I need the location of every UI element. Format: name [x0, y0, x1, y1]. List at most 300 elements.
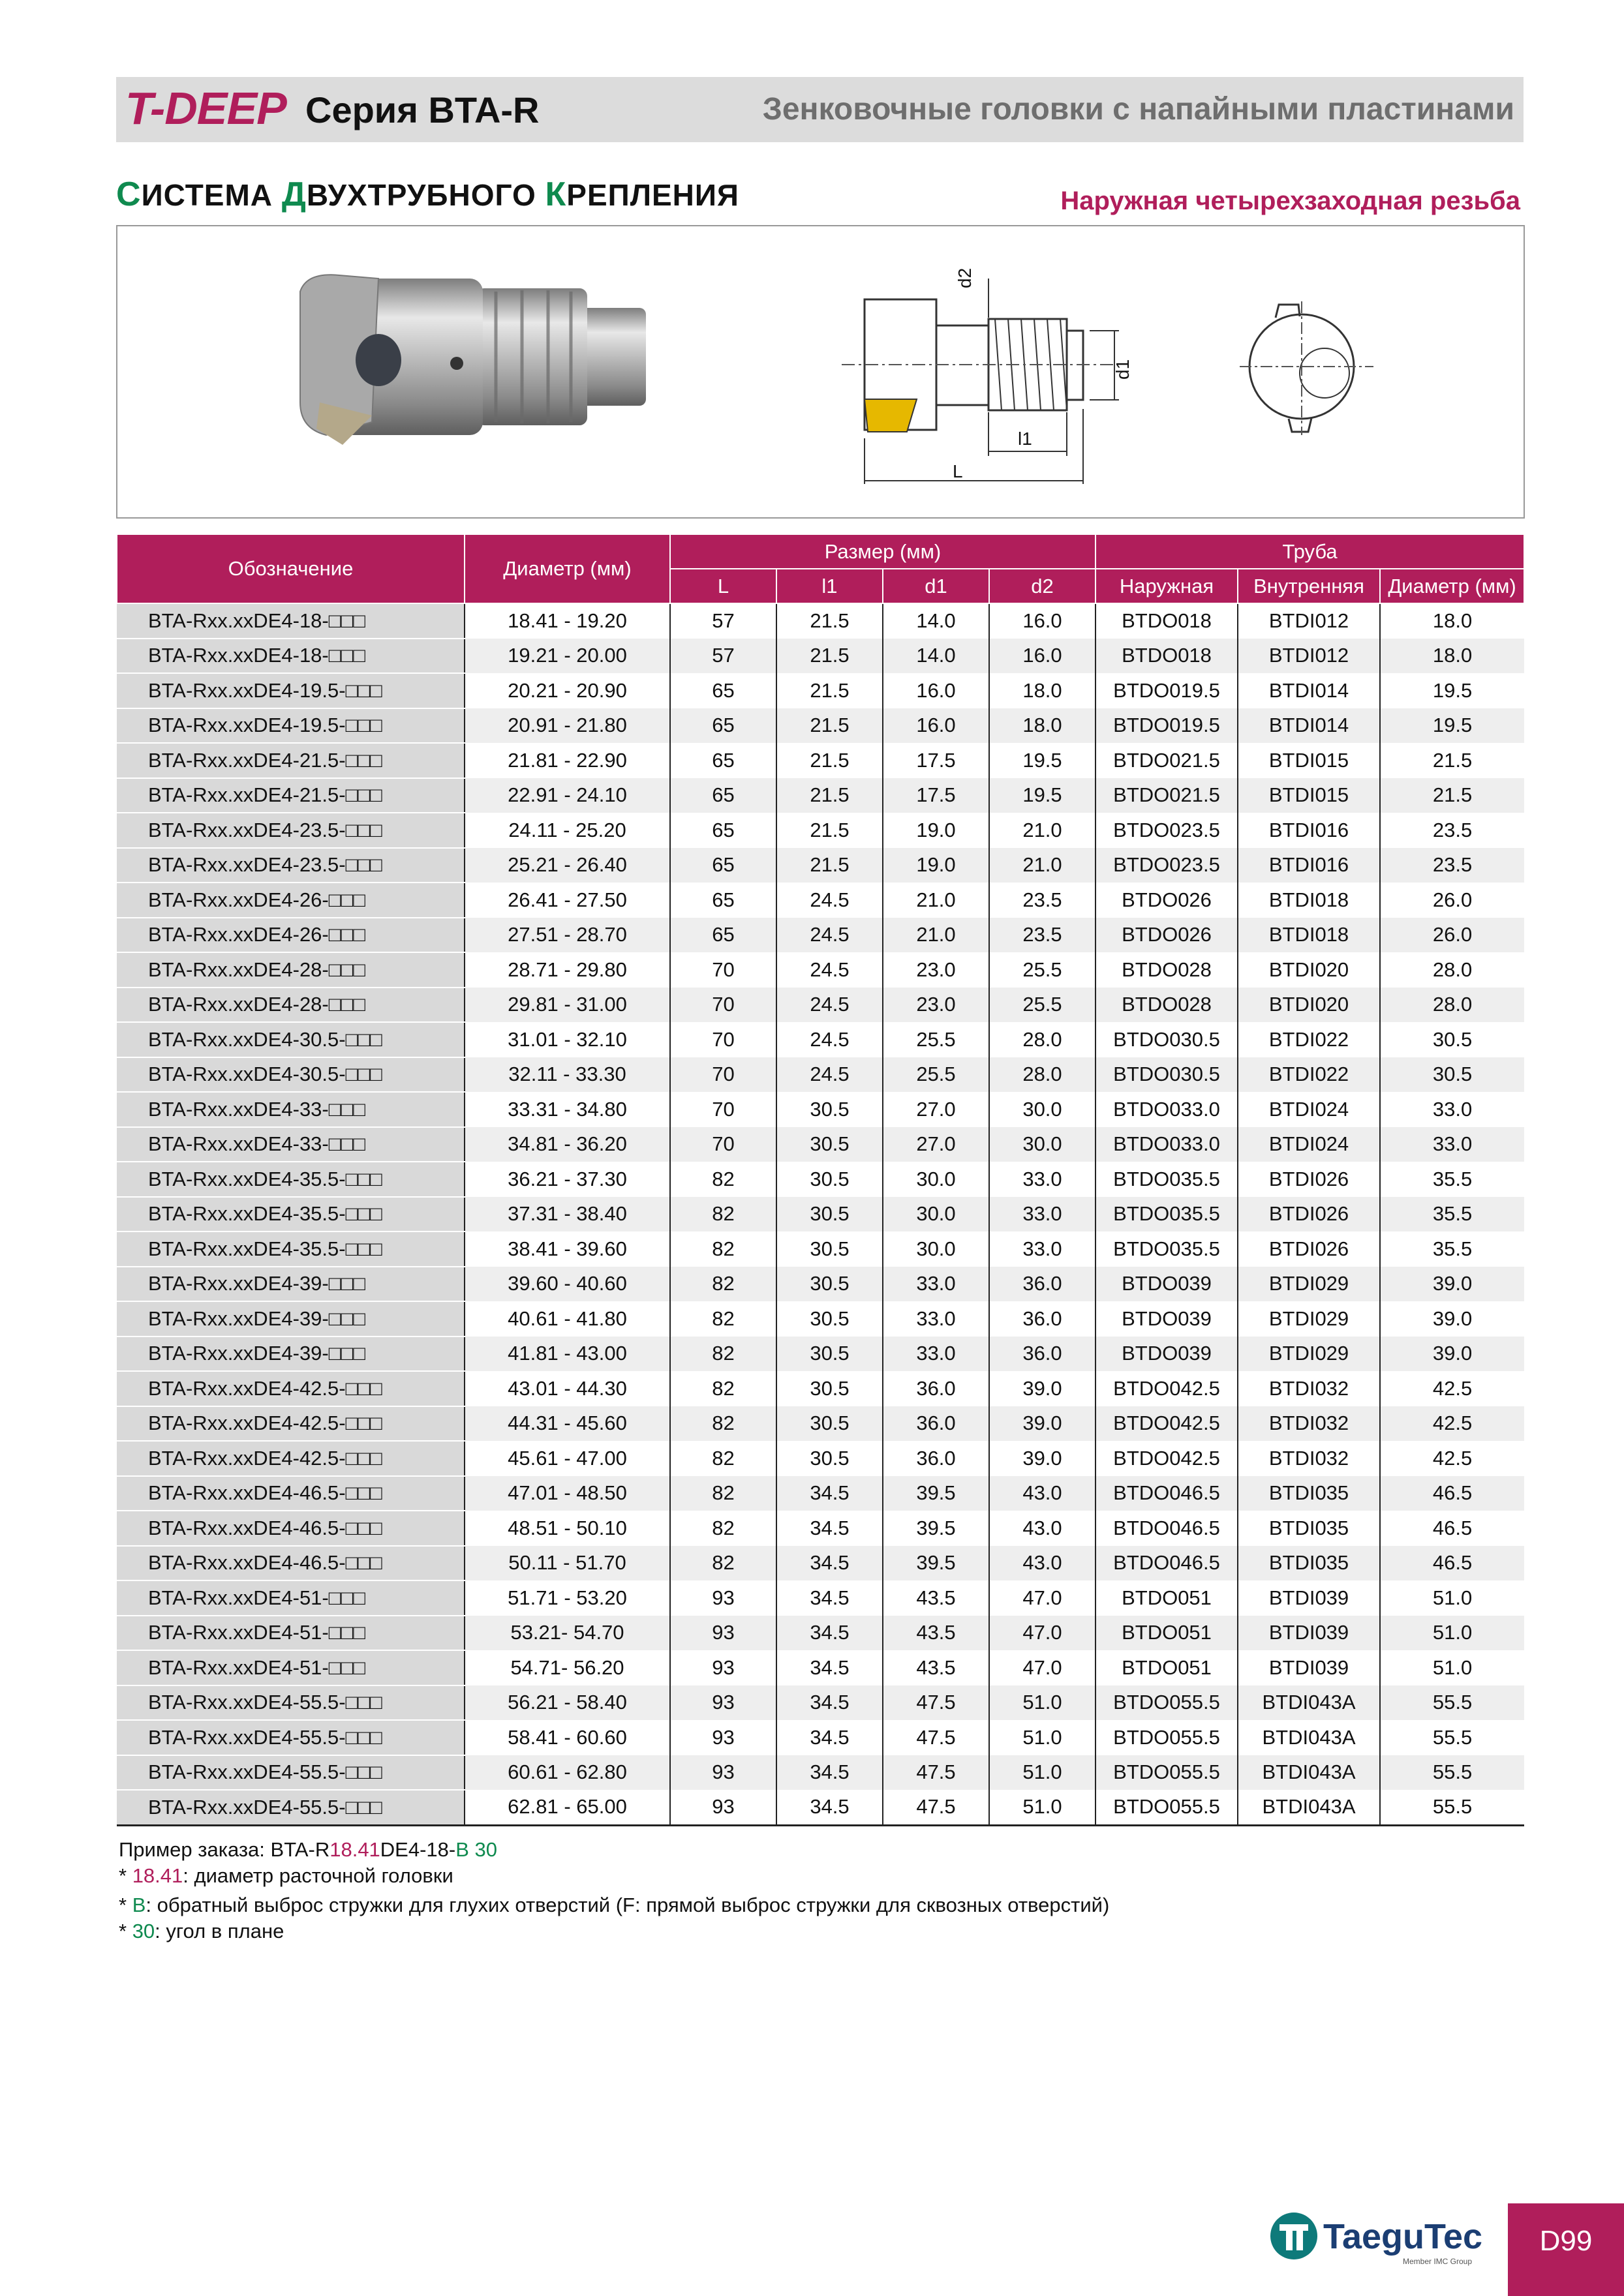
- cell-designation: BTA-Rxx.xxDE4-35.5-□□□: [117, 1231, 465, 1267]
- cell-designation: BTA-Rxx.xxDE4-19.5-□□□: [117, 708, 465, 744]
- cell-designation: BTA-Rxx.xxDE4-46.5-□□□: [117, 1546, 465, 1581]
- cell-outer-tube: BTDO028: [1095, 952, 1238, 988]
- cell-d1: 47.5: [883, 1790, 989, 1825]
- cell-diameter-range: 20.21 - 20.90: [465, 673, 670, 708]
- cell-d1: 39.5: [883, 1546, 989, 1581]
- page-number-box: [1508, 2203, 1624, 2296]
- cell-d1: 25.5: [883, 1057, 989, 1093]
- tube-group-header: Труба: [1095, 534, 1524, 569]
- cell-d1: 43.5: [883, 1580, 989, 1616]
- cell-l1: 21.5: [776, 673, 883, 708]
- cell-inner-tube: BTDI043A: [1238, 1720, 1380, 1755]
- cell-tube-diameter: 19.5: [1380, 673, 1524, 708]
- cell-l1: 21.5: [776, 848, 883, 883]
- table-row: [117, 1685, 1524, 1721]
- cell-diameter-range: 53.21- 54.70: [465, 1616, 670, 1651]
- cell-l1: 30.5: [776, 1337, 883, 1372]
- cell-d2: 19.5: [989, 743, 1095, 778]
- t-deep-logo: [125, 82, 286, 134]
- cell-d1: 30.0: [883, 1231, 989, 1267]
- cell-d2: 36.0: [989, 1337, 1095, 1372]
- page-number: D99: [1539, 2225, 1593, 2257]
- cell-L: 82: [670, 1267, 776, 1302]
- cell-outer-tube: BTDO051: [1095, 1616, 1238, 1651]
- specification-table: [116, 534, 1525, 1826]
- cell-l1: 30.5: [776, 1092, 883, 1127]
- cell-L: 70: [670, 1092, 776, 1127]
- cell-diameter-range: 18.41 - 19.20: [465, 603, 670, 639]
- cell-outer-tube: BTDO039: [1095, 1301, 1238, 1337]
- cell-d1: 39.5: [883, 1511, 989, 1546]
- table-row: [117, 1197, 1524, 1232]
- cell-d1: 36.0: [883, 1406, 989, 1442]
- cell-diameter-range: 28.71 - 29.80: [465, 952, 670, 988]
- brand-name: TaeguTec: [1323, 2217, 1483, 2256]
- table-row: [117, 1546, 1524, 1581]
- cell-l1: 34.5: [776, 1511, 883, 1546]
- cell-d2: 33.0: [989, 1162, 1095, 1197]
- col-outer-header: Наружная: [1095, 569, 1238, 603]
- cell-d2: 36.0: [989, 1267, 1095, 1302]
- cell-l1: 21.5: [776, 813, 883, 848]
- table-row: [117, 1057, 1524, 1093]
- table-row: [117, 1337, 1524, 1372]
- cell-diameter-range: 29.81 - 31.00: [465, 988, 670, 1023]
- cell-designation: BTA-Rxx.xxDE4-55.5-□□□: [117, 1685, 465, 1721]
- order-example: Пример заказа: BTA-R18.41DE4-18-B 30: [119, 1838, 498, 1861]
- cell-tube-diameter: 35.5: [1380, 1231, 1524, 1267]
- cell-L: 82: [670, 1162, 776, 1197]
- cell-L: 93: [670, 1580, 776, 1616]
- brand-subtitle: Member IMC Group: [1403, 2257, 1473, 2266]
- col-inner-header: Внутренняя: [1238, 569, 1380, 603]
- cell-designation: BTA-Rxx.xxDE4-35.5-□□□: [117, 1162, 465, 1197]
- col-diameter-header: Диаметр (мм): [465, 534, 670, 603]
- cell-inner-tube: BTDI022: [1238, 1057, 1380, 1093]
- cell-d2: 25.5: [989, 952, 1095, 988]
- cell-inner-tube: BTDI026: [1238, 1197, 1380, 1232]
- cell-d1: 43.5: [883, 1650, 989, 1685]
- cell-inner-tube: BTDI035: [1238, 1511, 1380, 1546]
- cell-outer-tube: BTDO018: [1095, 639, 1238, 674]
- table-row: [117, 988, 1524, 1023]
- cell-L: 82: [670, 1546, 776, 1581]
- dim-l1-label: l1: [1018, 429, 1032, 449]
- table-row: [117, 1022, 1524, 1057]
- cell-L: 82: [670, 1511, 776, 1546]
- cell-d2: 18.0: [989, 673, 1095, 708]
- cell-diameter-range: 39.60 - 40.60: [465, 1267, 670, 1302]
- cell-d2: 39.0: [989, 1406, 1095, 1442]
- cell-d2: 51.0: [989, 1755, 1095, 1790]
- cell-L: 82: [670, 1231, 776, 1267]
- cell-diameter-range: 27.51 - 28.70: [465, 918, 670, 953]
- cell-d1: 27.0: [883, 1127, 989, 1162]
- cell-diameter-range: 19.21 - 20.00: [465, 639, 670, 674]
- cell-inner-tube: BTDI043A: [1238, 1790, 1380, 1825]
- cell-d2: 18.0: [989, 708, 1095, 744]
- table-row: [117, 1267, 1524, 1302]
- table-body: [117, 603, 1524, 1825]
- cell-d1: 19.0: [883, 848, 989, 883]
- cell-d2: 21.0: [989, 813, 1095, 848]
- cell-d1: 33.0: [883, 1337, 989, 1372]
- table-row: [117, 673, 1524, 708]
- cell-L: 65: [670, 743, 776, 778]
- table-row: [117, 1790, 1524, 1825]
- cell-d2: 16.0: [989, 603, 1095, 639]
- technical-drawing: [803, 252, 1142, 513]
- cell-d1: 17.5: [883, 778, 989, 813]
- cell-tube-diameter: 28.0: [1380, 952, 1524, 988]
- cell-inner-tube: BTDI014: [1238, 673, 1380, 708]
- table-row: [117, 1476, 1524, 1511]
- cell-L: 82: [670, 1406, 776, 1442]
- cell-inner-tube: BTDI039: [1238, 1580, 1380, 1616]
- cell-d1: 47.5: [883, 1755, 989, 1790]
- cell-L: 70: [670, 1127, 776, 1162]
- cell-d1: 17.5: [883, 743, 989, 778]
- cell-d2: 25.5: [989, 988, 1095, 1023]
- cell-d1: 36.0: [883, 1441, 989, 1476]
- cell-d2: 43.0: [989, 1476, 1095, 1511]
- cell-tube-diameter: 33.0: [1380, 1127, 1524, 1162]
- cell-d2: 23.5: [989, 883, 1095, 918]
- cell-inner-tube: BTDI032: [1238, 1441, 1380, 1476]
- cell-L: 57: [670, 639, 776, 674]
- col-d1-header: d1: [883, 569, 989, 603]
- cell-d1: 25.5: [883, 1022, 989, 1057]
- cell-d2: 39.0: [989, 1441, 1095, 1476]
- cell-designation: BTA-Rxx.xxDE4-26-□□□: [117, 883, 465, 918]
- cell-outer-tube: BTDO055.5: [1095, 1685, 1238, 1721]
- cell-outer-tube: BTDO042.5: [1095, 1371, 1238, 1406]
- cell-d1: 21.0: [883, 918, 989, 953]
- cell-tube-diameter: 39.0: [1380, 1267, 1524, 1302]
- cell-l1: 34.5: [776, 1650, 883, 1685]
- cell-diameter-range: 21.81 - 22.90: [465, 743, 670, 778]
- cell-designation: BTA-Rxx.xxDE4-21.5-□□□: [117, 778, 465, 813]
- table-row: [117, 883, 1524, 918]
- table-row: [117, 1650, 1524, 1685]
- cell-tube-diameter: 55.5: [1380, 1720, 1524, 1755]
- header-band: [116, 77, 1524, 142]
- cell-designation: BTA-Rxx.xxDE4-46.5-□□□: [117, 1476, 465, 1511]
- cell-L: 70: [670, 952, 776, 988]
- cell-diameter-range: 56.21 - 58.40: [465, 1685, 670, 1721]
- cell-outer-tube: BTDO051: [1095, 1580, 1238, 1616]
- cell-d2: 43.0: [989, 1511, 1095, 1546]
- cell-l1: 34.5: [776, 1580, 883, 1616]
- cell-L: 65: [670, 673, 776, 708]
- cell-outer-tube: BTDO055.5: [1095, 1790, 1238, 1825]
- cell-l1: 24.5: [776, 1022, 883, 1057]
- cell-outer-tube: BTDO030.5: [1095, 1022, 1238, 1057]
- cell-l1: 24.5: [776, 952, 883, 988]
- cell-l1: 34.5: [776, 1685, 883, 1721]
- cell-L: 82: [670, 1371, 776, 1406]
- section-title: СИСТЕМА ДВУХТРУБНОГО КРЕПЛЕНИЯ: [116, 175, 739, 213]
- table-row: [117, 1371, 1524, 1406]
- cell-diameter-range: 38.41 - 39.60: [465, 1231, 670, 1267]
- cell-designation: BTA-Rxx.xxDE4-51-□□□: [117, 1650, 465, 1685]
- cell-diameter-range: 40.61 - 41.80: [465, 1301, 670, 1337]
- cell-diameter-range: 24.11 - 25.20: [465, 813, 670, 848]
- cell-diameter-range: 33.31 - 34.80: [465, 1092, 670, 1127]
- col-tube-diameter-header: Диаметр (мм): [1380, 569, 1524, 603]
- cell-L: 65: [670, 848, 776, 883]
- cell-d1: 23.0: [883, 988, 989, 1023]
- cell-designation: BTA-Rxx.xxDE4-55.5-□□□: [117, 1720, 465, 1755]
- cell-L: 93: [670, 1616, 776, 1651]
- cell-tube-diameter: 55.5: [1380, 1685, 1524, 1721]
- cell-l1: 21.5: [776, 778, 883, 813]
- cell-diameter-range: 31.01 - 32.10: [465, 1022, 670, 1057]
- cell-L: 70: [670, 988, 776, 1023]
- cell-l1: 30.5: [776, 1162, 883, 1197]
- cell-diameter-range: 26.41 - 27.50: [465, 883, 670, 918]
- cell-outer-tube: BTDO023.5: [1095, 848, 1238, 883]
- cell-d1: 21.0: [883, 883, 989, 918]
- table-row: [117, 1511, 1524, 1546]
- cell-inner-tube: BTDI024: [1238, 1092, 1380, 1127]
- cell-inner-tube: BTDI020: [1238, 952, 1380, 988]
- cell-l1: 34.5: [776, 1790, 883, 1825]
- cell-l1: 30.5: [776, 1127, 883, 1162]
- cell-tube-diameter: 39.0: [1380, 1337, 1524, 1372]
- cell-L: 82: [670, 1441, 776, 1476]
- cell-outer-tube: BTDO039: [1095, 1267, 1238, 1302]
- cell-d2: 47.0: [989, 1650, 1095, 1685]
- cell-designation: BTA-Rxx.xxDE4-30.5-□□□: [117, 1057, 465, 1093]
- table-row: [117, 1231, 1524, 1267]
- table-row: [117, 918, 1524, 953]
- table-row: [117, 1720, 1524, 1755]
- cell-d1: 39.5: [883, 1476, 989, 1511]
- cell-L: 82: [670, 1197, 776, 1232]
- cell-l1: 30.5: [776, 1267, 883, 1302]
- end-view-drawing: [1227, 298, 1383, 442]
- cell-tube-diameter: 30.5: [1380, 1057, 1524, 1093]
- cell-tube-diameter: 30.5: [1380, 1022, 1524, 1057]
- cell-d2: 51.0: [989, 1720, 1095, 1755]
- cell-d1: 14.0: [883, 639, 989, 674]
- cell-tube-diameter: 28.0: [1380, 988, 1524, 1023]
- cell-tube-diameter: 21.5: [1380, 743, 1524, 778]
- cell-tube-diameter: 42.5: [1380, 1441, 1524, 1476]
- cell-L: 93: [670, 1720, 776, 1755]
- cell-l1: 30.5: [776, 1371, 883, 1406]
- cell-outer-tube: BTDO030.5: [1095, 1057, 1238, 1093]
- product-image-frame: [116, 225, 1525, 519]
- cell-outer-tube: BTDO028: [1095, 988, 1238, 1023]
- cell-d1: 19.0: [883, 813, 989, 848]
- cell-tube-diameter: 51.0: [1380, 1580, 1524, 1616]
- cell-L: 82: [670, 1301, 776, 1337]
- cell-inner-tube: BTDI035: [1238, 1476, 1380, 1511]
- cell-tube-diameter: 42.5: [1380, 1406, 1524, 1442]
- cell-d1: 36.0: [883, 1371, 989, 1406]
- cell-L: 93: [670, 1790, 776, 1825]
- table-row: [117, 952, 1524, 988]
- cell-tube-diameter: 26.0: [1380, 918, 1524, 953]
- cell-d2: 36.0: [989, 1301, 1095, 1337]
- cell-designation: BTA-Rxx.xxDE4-55.5-□□□: [117, 1790, 465, 1825]
- cell-l1: 34.5: [776, 1476, 883, 1511]
- cell-tube-diameter: 18.0: [1380, 639, 1524, 674]
- cell-outer-tube: BTDO039: [1095, 1337, 1238, 1372]
- cell-d1: 30.0: [883, 1197, 989, 1232]
- cell-tube-diameter: 35.5: [1380, 1162, 1524, 1197]
- cell-diameter-range: 43.01 - 44.30: [465, 1371, 670, 1406]
- cell-outer-tube: BTDO018: [1095, 603, 1238, 639]
- cell-designation: BTA-Rxx.xxDE4-23.5-□□□: [117, 813, 465, 848]
- table-row: [117, 1406, 1524, 1442]
- table-row: [117, 743, 1524, 778]
- cell-diameter-range: 34.81 - 36.20: [465, 1127, 670, 1162]
- cell-inner-tube: BTDI029: [1238, 1267, 1380, 1302]
- note-diameter: * 18.41: диаметр расточной головки: [119, 1864, 453, 1887]
- cell-designation: BTA-Rxx.xxDE4-23.5-□□□: [117, 848, 465, 883]
- cell-diameter-range: 37.31 - 38.40: [465, 1197, 670, 1232]
- cell-designation: BTA-Rxx.xxDE4-18-□□□: [117, 639, 465, 674]
- cell-L: 65: [670, 813, 776, 848]
- cell-d2: 30.0: [989, 1127, 1095, 1162]
- cell-L: 57: [670, 603, 776, 639]
- note-chip-direction: * B: обратный выброс стружки для глухих отверстий (F: прямой выброс стружки для сквозных отверстий): [119, 1894, 1110, 1916]
- cell-tube-diameter: 35.5: [1380, 1197, 1524, 1232]
- cell-inner-tube: BTDI032: [1238, 1406, 1380, 1442]
- cell-d1: 16.0: [883, 673, 989, 708]
- cell-diameter-range: 60.61 - 62.80: [465, 1755, 670, 1790]
- table-row: [117, 1441, 1524, 1476]
- cell-outer-tube: BTDO055.5: [1095, 1755, 1238, 1790]
- cell-l1: 24.5: [776, 1057, 883, 1093]
- dim-L-label: L: [953, 461, 963, 481]
- cell-d2: 28.0: [989, 1057, 1095, 1093]
- cell-tube-diameter: 23.5: [1380, 813, 1524, 848]
- cell-designation: BTA-Rxx.xxDE4-28-□□□: [117, 988, 465, 1023]
- cell-d1: 33.0: [883, 1301, 989, 1337]
- product-photo: [281, 252, 672, 455]
- cell-diameter-range: 36.21 - 37.30: [465, 1162, 670, 1197]
- cell-designation: BTA-Rxx.xxDE4-42.5-□□□: [117, 1371, 465, 1406]
- cell-d2: 19.5: [989, 778, 1095, 813]
- cell-tube-diameter: 23.5: [1380, 848, 1524, 883]
- cell-diameter-range: 20.91 - 21.80: [465, 708, 670, 744]
- cell-inner-tube: BTDI039: [1238, 1650, 1380, 1685]
- cell-inner-tube: BTDI026: [1238, 1162, 1380, 1197]
- cell-diameter-range: 45.61 - 47.00: [465, 1441, 670, 1476]
- note-angle: * 30: угол в плане: [119, 1920, 284, 1942]
- cell-l1: 21.5: [776, 639, 883, 674]
- cell-d2: 28.0: [989, 1022, 1095, 1057]
- cell-l1: 21.5: [776, 708, 883, 744]
- cell-designation: BTA-Rxx.xxDE4-26-□□□: [117, 918, 465, 953]
- cell-tube-diameter: 46.5: [1380, 1511, 1524, 1546]
- cell-outer-tube: BTDO019.5: [1095, 673, 1238, 708]
- cell-tube-diameter: 18.0: [1380, 603, 1524, 639]
- col-designation-header: Обозначение: [117, 534, 465, 603]
- cell-inner-tube: BTDI015: [1238, 743, 1380, 778]
- cell-outer-tube: BTDO042.5: [1095, 1406, 1238, 1442]
- size-group-header: Размер (мм): [670, 534, 1095, 569]
- cell-outer-tube: BTDO023.5: [1095, 813, 1238, 848]
- cell-tube-diameter: 51.0: [1380, 1650, 1524, 1685]
- cell-outer-tube: BTDO055.5: [1095, 1720, 1238, 1755]
- cell-d1: 30.0: [883, 1162, 989, 1197]
- table-row: [117, 1580, 1524, 1616]
- cell-l1: 24.5: [776, 918, 883, 953]
- cell-l1: 30.5: [776, 1406, 883, 1442]
- cell-diameter-range: 25.21 - 26.40: [465, 848, 670, 883]
- cell-L: 65: [670, 708, 776, 744]
- cell-outer-tube: BTDO021.5: [1095, 778, 1238, 813]
- col-l1-header: l1: [776, 569, 883, 603]
- cell-designation: BTA-Rxx.xxDE4-51-□□□: [117, 1616, 465, 1651]
- table-row: [117, 778, 1524, 813]
- cell-l1: 34.5: [776, 1546, 883, 1581]
- cell-outer-tube: BTDO042.5: [1095, 1441, 1238, 1476]
- cell-tube-diameter: 55.5: [1380, 1790, 1524, 1825]
- cell-tube-diameter: 55.5: [1380, 1755, 1524, 1790]
- cell-inner-tube: BTDI012: [1238, 639, 1380, 674]
- cell-l1: 24.5: [776, 883, 883, 918]
- cell-designation: BTA-Rxx.xxDE4-42.5-□□□: [117, 1406, 465, 1442]
- cell-tube-diameter: 51.0: [1380, 1616, 1524, 1651]
- cell-d2: 39.0: [989, 1371, 1095, 1406]
- cell-l1: 24.5: [776, 988, 883, 1023]
- cell-designation: BTA-Rxx.xxDE4-19.5-□□□: [117, 673, 465, 708]
- cell-inner-tube: BTDI026: [1238, 1231, 1380, 1267]
- cell-L: 93: [670, 1650, 776, 1685]
- cell-inner-tube: BTDI032: [1238, 1371, 1380, 1406]
- cell-outer-tube: BTDO035.5: [1095, 1231, 1238, 1267]
- cell-diameter-range: 32.11 - 33.30: [465, 1057, 670, 1093]
- cell-tube-diameter: 21.5: [1380, 778, 1524, 813]
- col-L-header: L: [670, 569, 776, 603]
- cell-L: 82: [670, 1337, 776, 1372]
- cell-designation: BTA-Rxx.xxDE4-35.5-□□□: [117, 1197, 465, 1232]
- cell-tube-diameter: 33.0: [1380, 1092, 1524, 1127]
- cell-diameter-range: 58.41 - 60.60: [465, 1720, 670, 1755]
- table-row: [117, 1301, 1524, 1337]
- cell-designation: BTA-Rxx.xxDE4-42.5-□□□: [117, 1441, 465, 1476]
- cell-outer-tube: BTDO026: [1095, 918, 1238, 953]
- cell-L: 82: [670, 1476, 776, 1511]
- table-row: [117, 1616, 1524, 1651]
- cell-inner-tube: BTDI022: [1238, 1022, 1380, 1057]
- cell-l1: 34.5: [776, 1616, 883, 1651]
- cell-tube-diameter: 26.0: [1380, 883, 1524, 918]
- cell-l1: 34.5: [776, 1755, 883, 1790]
- cell-inner-tube: BTDI015: [1238, 778, 1380, 813]
- table-row: [117, 603, 1524, 639]
- cell-l1: 34.5: [776, 1720, 883, 1755]
- cell-inner-tube: BTDI039: [1238, 1616, 1380, 1651]
- cell-diameter-range: 22.91 - 24.10: [465, 778, 670, 813]
- cell-inner-tube: BTDI043A: [1238, 1755, 1380, 1790]
- cell-inner-tube: BTDI016: [1238, 813, 1380, 848]
- col-d2-header: d2: [989, 569, 1095, 603]
- cell-l1: 30.5: [776, 1231, 883, 1267]
- cell-inner-tube: BTDI018: [1238, 918, 1380, 953]
- cell-d2: 51.0: [989, 1685, 1095, 1721]
- table-row: [117, 1092, 1524, 1127]
- cell-inner-tube: BTDI024: [1238, 1127, 1380, 1162]
- cell-L: 70: [670, 1057, 776, 1093]
- cell-l1: 30.5: [776, 1301, 883, 1337]
